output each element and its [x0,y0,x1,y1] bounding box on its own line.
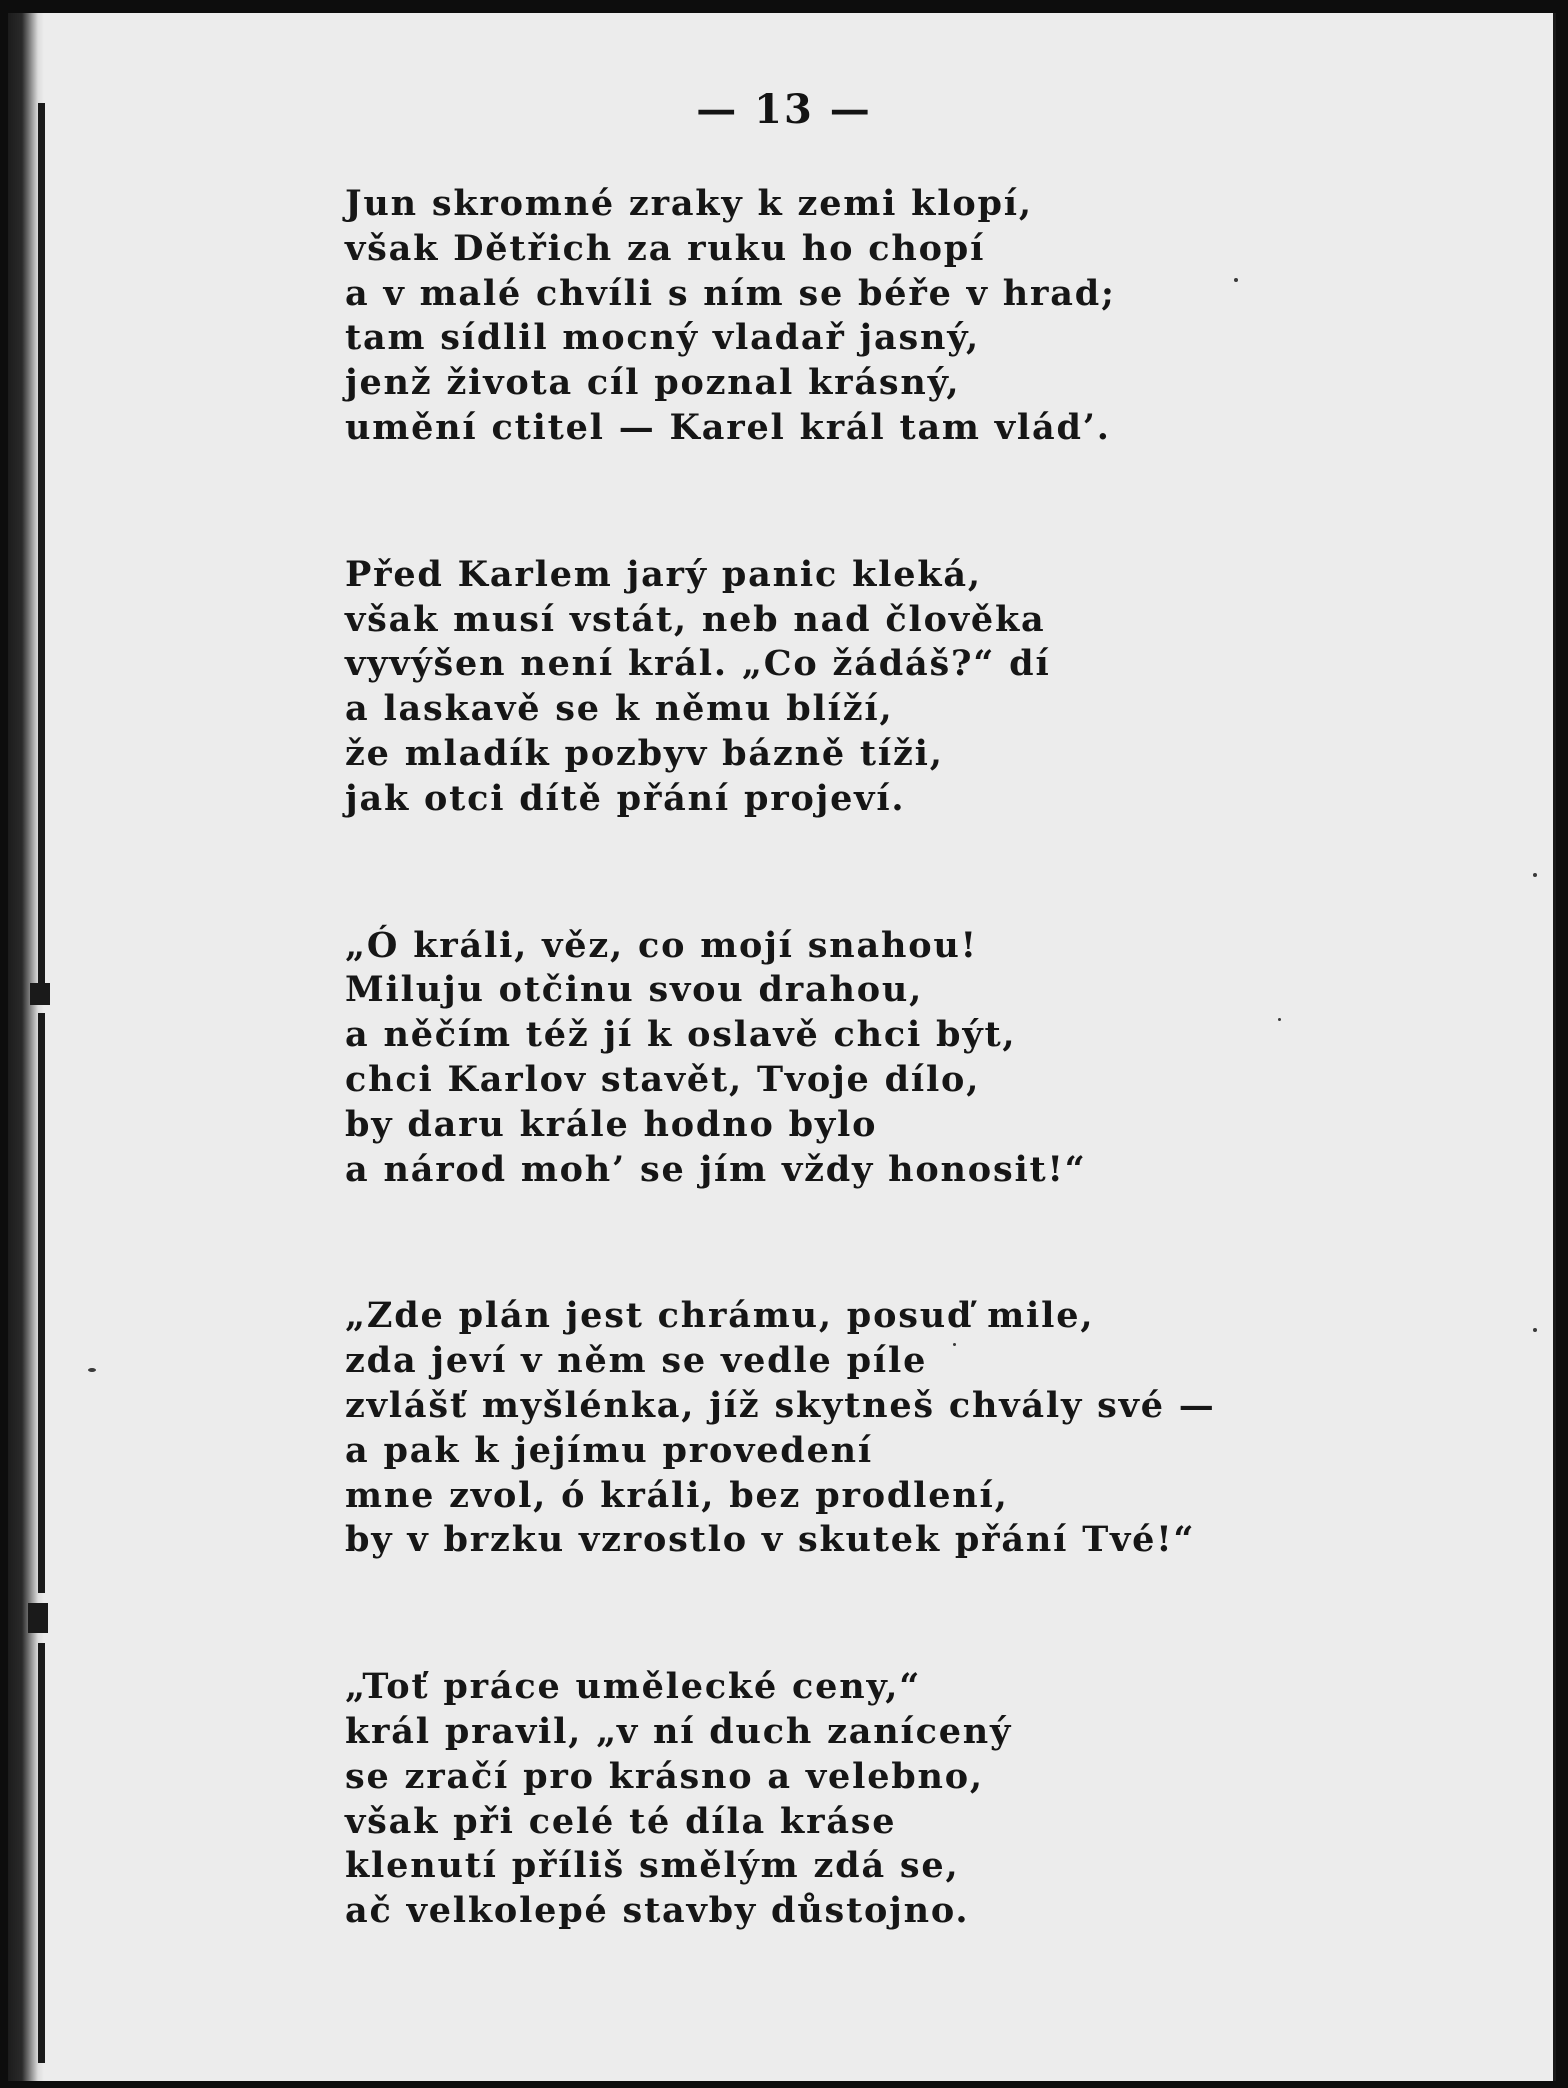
verse-line: a národ moh’ se jím vždy honosit!“ [345,1148,1087,1190]
verse-line: jak otci dítě přání projeví. [345,777,906,819]
verse-line: „Zde plán jest chrámu, posuď mile, [345,1295,1095,1337]
stanza-2 [345,553,1216,822]
page-number: — 13 — [696,86,872,133]
verse-line: „Toť práce umělecké ceny,“ [345,1666,922,1708]
verse-line: a laskavě se k němu blíží, [345,688,894,730]
verse-line: jenž života cíl poznal krásný, [345,362,961,404]
verse-line: Před Karlem jarý panic kleká, [345,553,982,595]
verse-line: umění ctitel — Karel král tam vlád’. [345,406,1111,448]
verse-line: a pak k jejímu provedení [345,1429,873,1471]
verse-line: „Ó králi, věz, co mojí snahou! [345,924,978,966]
verse-line: však Dětřich za ruku ho chopí [345,227,986,269]
verse-line: však musí vstát, neb nad člověka [345,598,1046,640]
verse-line: a v malé chvíli s ním se béře v hrad; [345,272,1116,314]
stanza-4 [345,1294,1216,1563]
binding-mark [38,103,45,1003]
verse-line: se zračí pro krásno a velebno, [345,1755,984,1797]
stanza-3 [345,924,1216,1193]
verse-line: tam sídlil mocný vladař jasný, [345,317,981,359]
verse-line: a něčím též jí k oslavě chci být, [345,1014,1017,1056]
verse-line: Jun skromné zraky k zemi klopí, [345,183,1033,224]
verse-line: mne zvol, ó králi, bez prodlení, [345,1474,1009,1516]
binding-mark [28,1603,48,1633]
verse-line: Miluju otčinu svou drahou, [345,969,924,1011]
stanza-1 [345,182,1216,451]
poem [345,182,1216,1934]
verse-line: však při celé té díla kráse [345,1800,897,1842]
binding-mark [38,1643,45,2063]
verse-line: zda jeví v něm se vedle píle [345,1340,928,1382]
verse-line: ač velkolepé stavby důstojno. [345,1890,970,1932]
paper-speck [88,1368,96,1372]
paper-speck [1533,1328,1537,1332]
stanza-5 [345,1665,1216,1934]
paper-speck [1278,1018,1281,1021]
binding-mark [38,1013,45,1593]
paper-speck [1234,278,1238,282]
verse-line: klenutí příliš smělým zdá se, [345,1845,960,1887]
verse-line: vyvýšen není král. „Co žádáš?“ dí [345,643,1051,685]
verse-line: král pravil, „v ní duch zanícený [345,1710,1013,1752]
paper-speck [1533,873,1537,877]
verse-line: zvlášť myšlénka, jíž skytneš chvály své — [345,1384,1216,1426]
verse-line: by daru krále hodno bylo [345,1103,878,1145]
verse-line: chci Karlov stavět, Tvoje dílo, [345,1058,981,1100]
binding-mark [30,983,50,1005]
verse-line: by v brzku vzrostlo v skutek přání Tvé!“ [345,1519,1196,1561]
verse-line: že mladík pozbyv bázně tíži, [345,732,944,774]
